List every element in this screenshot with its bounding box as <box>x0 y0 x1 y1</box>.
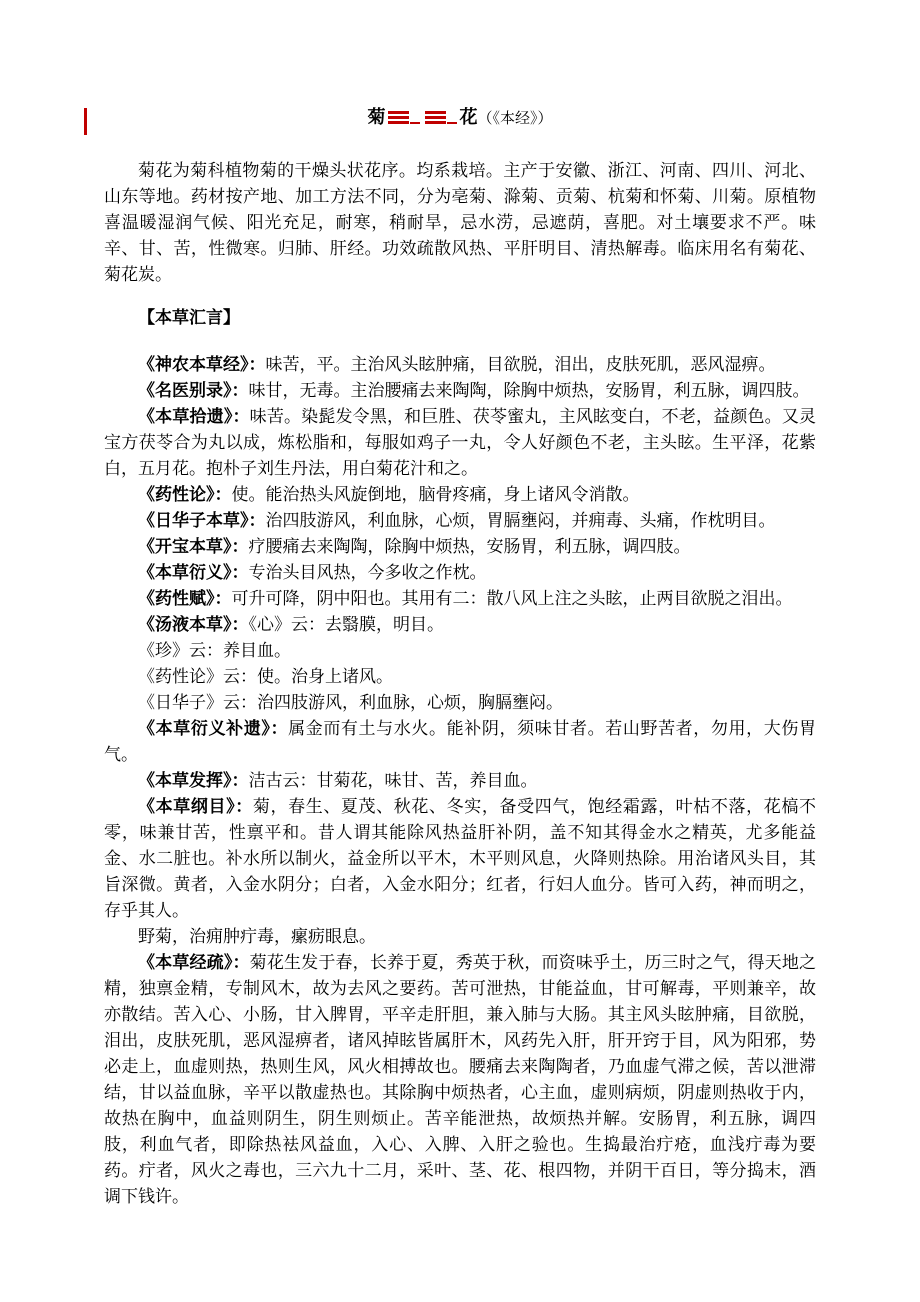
entry-paragraph <box>104 924 816 950</box>
entry-source-title: 《本草经疏》： <box>138 953 250 972</box>
redacted-char-icon <box>425 111 446 124</box>
entry-text: 《心》云：去翳膜，明目。 <box>248 615 444 634</box>
entry-paragraph <box>104 378 816 404</box>
entry-text: 使。能治热头风旋倒地，脑骨疼痛，身上诸风令消散。 <box>231 485 640 504</box>
entry-text: 可升可降，阴中阳也。其用有二：散八风上注之头眩，止两目欲脱之泪出。 <box>231 589 793 608</box>
entry-paragraph <box>104 586 816 612</box>
entry-text: 味苦，平。主治风头眩肿痛，目欲脱，泪出，皮肤死肌，恶风湿痹。 <box>265 355 776 374</box>
entry-paragraph <box>104 534 816 560</box>
entries-list <box>104 352 816 1210</box>
entry-source-title: 《名医别录》： <box>138 381 249 400</box>
page-title <box>104 104 816 132</box>
entry-source-title: 《本草衍义》： <box>138 563 249 582</box>
red-underscore-mark <box>410 110 420 124</box>
entry-text: 野菊，治痈肿疔毒，瘰疬眼息。 <box>138 927 376 946</box>
entry-paragraph <box>104 508 816 534</box>
entry-source-title: 《汤液本草》： <box>138 615 249 634</box>
entry-paragraph <box>104 612 816 638</box>
entry-text: 《药性论》云：使。治身上诸风。 <box>138 667 393 686</box>
entry-paragraph <box>104 716 816 768</box>
redacted-char-icon <box>388 111 409 124</box>
entry-text: 《珍》云：养目血。 <box>138 641 291 660</box>
entry-source-title: 《本草发挥》： <box>138 771 249 790</box>
revision-change-bar <box>84 108 87 135</box>
entry-source-title: 《本草纲目》： <box>138 797 253 816</box>
title-suffix-char: 花 <box>459 107 478 127</box>
entry-text: 菊，春生、夏茂、秋花、冬实，备受四气，饱经霜露，叶枯不落，花槁不零，味兼甘苦，性禀平和。昔人谓其能除风热益肝补阴，盖不知其得金水之精英，尤多能益金、水二脏也。补水所以制火，益金所以平木，木平则风息，火降则热除。用治诸风头目，其旨深微。黄者，入金水阴分；白者，入金水阳分；红者，行妇人血分。皆可入药，神而明之，存乎其人。 <box>104 797 817 920</box>
entry-text: 属金而有土与水火。能补阴，须味甘者。若山野苦者，勿用，大伤胃气。 <box>104 719 817 764</box>
title-source-label: （《本经》） <box>477 111 553 127</box>
entry-text: 疗腰痛去来陶陶，除胸中烦热，安肠胃，利五脉，调四肢。 <box>248 537 691 556</box>
entry-text: 味苦。染髭发令黑，和巨胜、茯苓蜜丸，主风眩变白，不老，益颜色。又灵宝方茯苓合为丸以成，炼松脂和，每服如鸡子一丸，令人好颜色不老，主头眩。生平泽，花紫白，五月花。抱朴子刘生丹法，用白菊花汁和之。 <box>104 407 817 478</box>
entry-text: 菊花生发于春，长养于夏，秀英于秋，而资味乎土，历三时之气，得天地之精，独禀金精，专制风木，故为去风之要药。苦可泄热，甘能益血，甘可解毒，平则兼辛，故亦散结。苦入心、小肠，甘入脾胃，平辛走肝胆，兼入肺与大肠。其主风头眩肿痛，目欲脱，泪出，皮肤死肌，恶风湿痹者，诸风掉眩皆属肝木，风药先入肝，肝开窍于目，风为阳邪，势必走上，血虚则热，热则生风，风火相搏故也。腰痛去来陶陶者，乃血虚气滞之候，苦以泄滞结，甘以益血脉，辛平以散虚热也。其除胸中烦热者，心主血，虚则病烦，阴虚则热收于内，故热在胸中，血益则阴生，阴生则烦止。苦辛能泄热，故烦热并解。安肠胃，利五脉，调四肢，利血气者，即除热袪风益血，入心、入脾、入肝之验也。生捣最治疔疮，血浅疔毒为要药。疔者，风火之毒也，三六九十二月，采叶、茎、花、根四物，并阴干百日，等分捣末，酒调下钱许。 <box>104 953 817 1206</box>
intro-paragraph: 菊花为菊科植物菊的干燥头状花序。均系栽培。主产于安徽、浙江、河南、四川、河北、山东等地。药材按产地、加工方法不同，分为亳菊、滁菊、贡菊、杭菊和怀菊、川菊。原植物喜温暖湿润气候、阳光充足，耐寒，稍耐旱，忌水涝，忌遮荫，喜肥。对土壤要求不严。味辛、甘、苦，性微寒。归肺、肝经。功效疏散风热、平肝明目、清热解毒。临床用名有菊花、菊花炭。 <box>104 161 816 284</box>
entry-paragraph <box>104 690 816 716</box>
entry-source-title: 《神农本草经》： <box>138 355 266 374</box>
entry-paragraph <box>104 560 816 586</box>
entry-text: 专治头目风热，今多收之作枕。 <box>248 563 487 582</box>
entry-source-title: 《日华子本草》： <box>138 511 266 530</box>
entry-source-title: 《药性赋》： <box>138 589 232 608</box>
entry-text: 治四肢游风，利血脉，心烦，胃膈壅闷，并痈毒、头痛，作枕明目。 <box>265 511 776 530</box>
entry-paragraph <box>104 664 816 690</box>
red-underscore-mark <box>447 110 457 124</box>
entry-paragraph <box>104 950 816 1210</box>
entry-paragraph <box>104 768 816 794</box>
entry-paragraph <box>104 482 816 508</box>
title-prefix-char: 菊 <box>367 107 386 127</box>
entry-paragraph <box>104 404 816 482</box>
entry-text: 味甘，无毒。主治腰痛去来陶陶，除胸中烦热，安肠胃，利五脉，调四肢。 <box>248 381 810 400</box>
entry-paragraph <box>104 352 816 378</box>
entry-source-title: 《药性论》： <box>138 485 232 504</box>
entry-source-title: 《本草衍义补遗》： <box>138 719 289 738</box>
entry-source-title: 《本草拾遗》： <box>138 407 250 426</box>
entry-paragraph <box>104 638 816 664</box>
entry-text: 洁古云：甘菊花，味甘、苦，养目血。 <box>248 771 538 790</box>
section-header: 【本草汇言】 <box>138 308 240 327</box>
entry-text: 《日华子》云：治四肢游风，利血脉，心烦，胸膈壅闷。 <box>138 693 563 712</box>
entry-source-title: 《开宝本草》： <box>138 537 249 556</box>
entry-paragraph <box>104 794 816 924</box>
